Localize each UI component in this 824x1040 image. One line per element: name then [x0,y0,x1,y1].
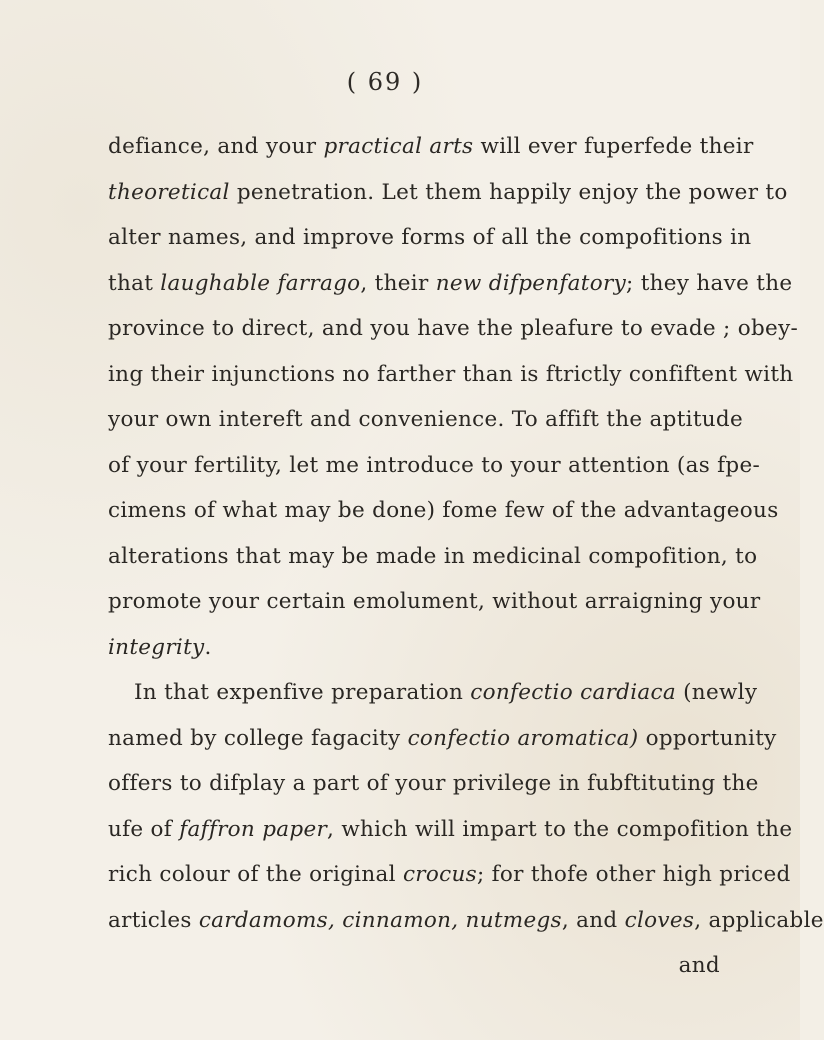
italic-text: new difpenfatory [435,270,627,296]
text-segment: , which will impart to the compofition the [327,816,793,842]
text-segment: ing their injunctions no farther than is ftrictly confiftent with [108,361,794,387]
text-line [108,629,720,675]
text-line [108,219,752,265]
text-segment: In that expenfive preparation [134,680,471,705]
text-segment: your own intereft and convenience. To affift the aptitude [108,407,743,432]
text-segment: named by college fagacity [108,725,408,751]
italic-text: integrity [108,634,205,660]
text-line [108,174,788,220]
text-segment: , their [360,270,436,296]
text-segment: offers to difplay a part of your privilege in fubftituting the [108,771,759,796]
text-line [108,811,793,857]
text-segment: defiance, and your [108,134,324,159]
text-line [108,401,743,447]
italic-text: laughable farrago [160,270,361,296]
text-segment: cimens of what may be done) fome few of the advantageous [108,498,779,523]
text-line [108,720,777,766]
italic-text: theoretical [108,179,230,205]
text-segment: ; for thofe other high priced [476,862,791,887]
text-line [108,902,824,948]
text-segment: province to direct, and you have the pleafure to evade ; obey- [108,316,799,341]
text-segment: penetration. Let them happily enjoy the power to [229,179,788,205]
text-line [108,538,758,584]
text-segment: , applicable [694,907,824,933]
text-segment: will ever fuperfede their [473,134,754,159]
text-segment: promote your certain emolument, without arraigning your [108,589,761,614]
italic-text: cardamoms, cinnamon, nutmegs [198,907,562,933]
text-segment: . [204,634,212,660]
italic-text: confectio aromatica) [407,725,639,751]
text-line [108,492,779,538]
text-segment: opportunity [638,725,777,751]
text-segment: articles [108,907,199,933]
text-segment: that [108,270,161,296]
text-line [108,310,799,356]
italic-text: practical arts [323,134,474,159]
text-line [108,128,754,174]
text-segment: ufe of [108,816,180,842]
text-line [108,856,791,902]
text-line [108,356,794,402]
text-segment: ; they have the [626,270,793,296]
text-segment: alter names, and improve forms of all the compofitions in [108,225,752,250]
text-segment: of your fertility, let me introduce to your attention (as fpe- [108,452,761,478]
italic-text: faffron paper [179,816,328,842]
text-line [108,674,758,720]
text-segment: alterations that may be made in medicinal compofition, to [108,543,758,569]
text-segment: , and [561,907,625,933]
italic-text: crocus [402,862,477,887]
body-text [108,128,824,993]
text-segment: rich colour of the original [108,862,403,887]
text-line [108,583,761,629]
text-line [108,765,759,811]
page-number: ( 69 ) [346,68,424,96]
italic-text: confectio cardiaca [470,680,676,705]
italic-text: cloves [624,907,695,933]
catchword: and [678,953,720,978]
text-segment: (newly [675,680,758,705]
text-line [108,265,793,311]
text-line [108,447,761,493]
